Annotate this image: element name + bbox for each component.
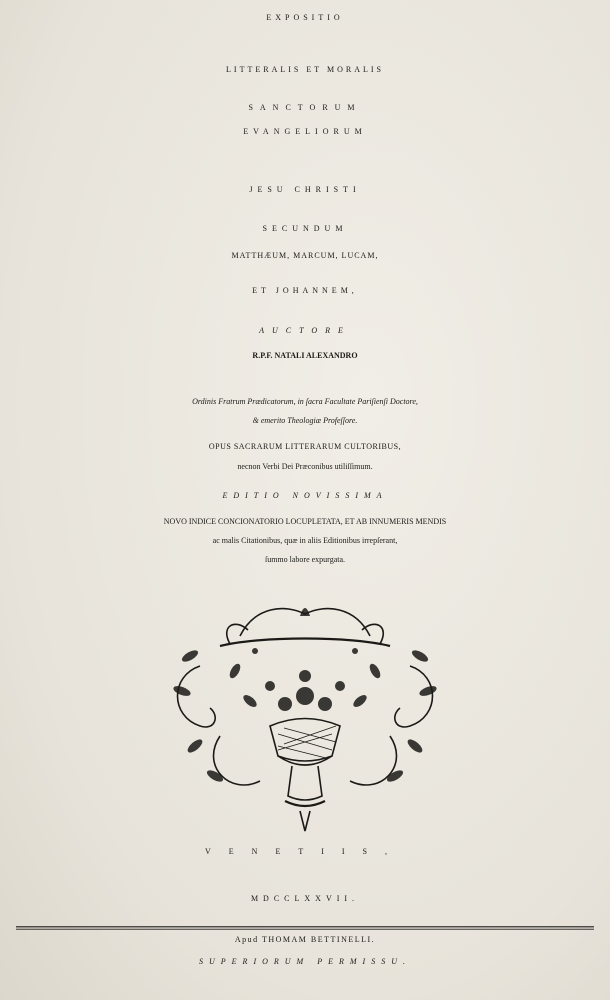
imprint-year: MDCCLXXVII. [250, 894, 360, 903]
opus-line-2: necnon Verbi Dei Præconibus utiliſſimum. [237, 462, 373, 471]
editio-label: EDITIO NOVISSIMA [222, 491, 388, 500]
edition-note-1: NOVO INDICE CONCIONATORIO LOCUPLETATA, ET AB INNUMERIS MENDIS [163, 517, 447, 526]
edition-note-3: ſummo labore expurgata. [264, 555, 346, 564]
author-description-1: Ordinis Fratrum Prædicatorum, in ſacra Facultate Pariſienſi Doctore, [192, 397, 418, 406]
title-line-johannem: ET JOHANNEM, [252, 286, 358, 295]
title-line-jesu-christi: JESU CHRISTI [249, 185, 361, 194]
opus-line-1: OPUS SACRARUM LITTERARUM CULTORIBUS, [208, 442, 402, 451]
printer-line: Apud THOMAM BETTINELLI. [234, 935, 376, 944]
title-line-expositio: EXPOSITIO [266, 13, 344, 22]
imprint-place: VENETIIS, [205, 847, 405, 856]
permission-line: SUPERIORUM PERMISSU. [199, 957, 411, 966]
title-line-litteralis: LITTERALIS ET MORALIS [226, 65, 384, 74]
edition-note-2: ac malis Citationibus, quæ in aliis Editionibus irrepſerant, [212, 536, 398, 545]
double-rule-divider [16, 926, 594, 930]
author-description-2: & emerito Theologiæ Profeſſore. [252, 416, 358, 425]
author-name: R.P.F. NATALI ALEXANDRO [252, 351, 358, 360]
auctore-label: AUCTORE [259, 326, 351, 335]
title-line-sanctorum: SANCTORUM [248, 103, 362, 112]
title-line-evangeliorum: EVANGELIORUM [243, 127, 367, 136]
title-line-evangelists: MATTHÆUM, MARCUM, LUCAM, [231, 251, 379, 260]
vase-ornament-icon [160, 596, 450, 836]
title-line-secundum: SECUNDUM [262, 224, 348, 233]
